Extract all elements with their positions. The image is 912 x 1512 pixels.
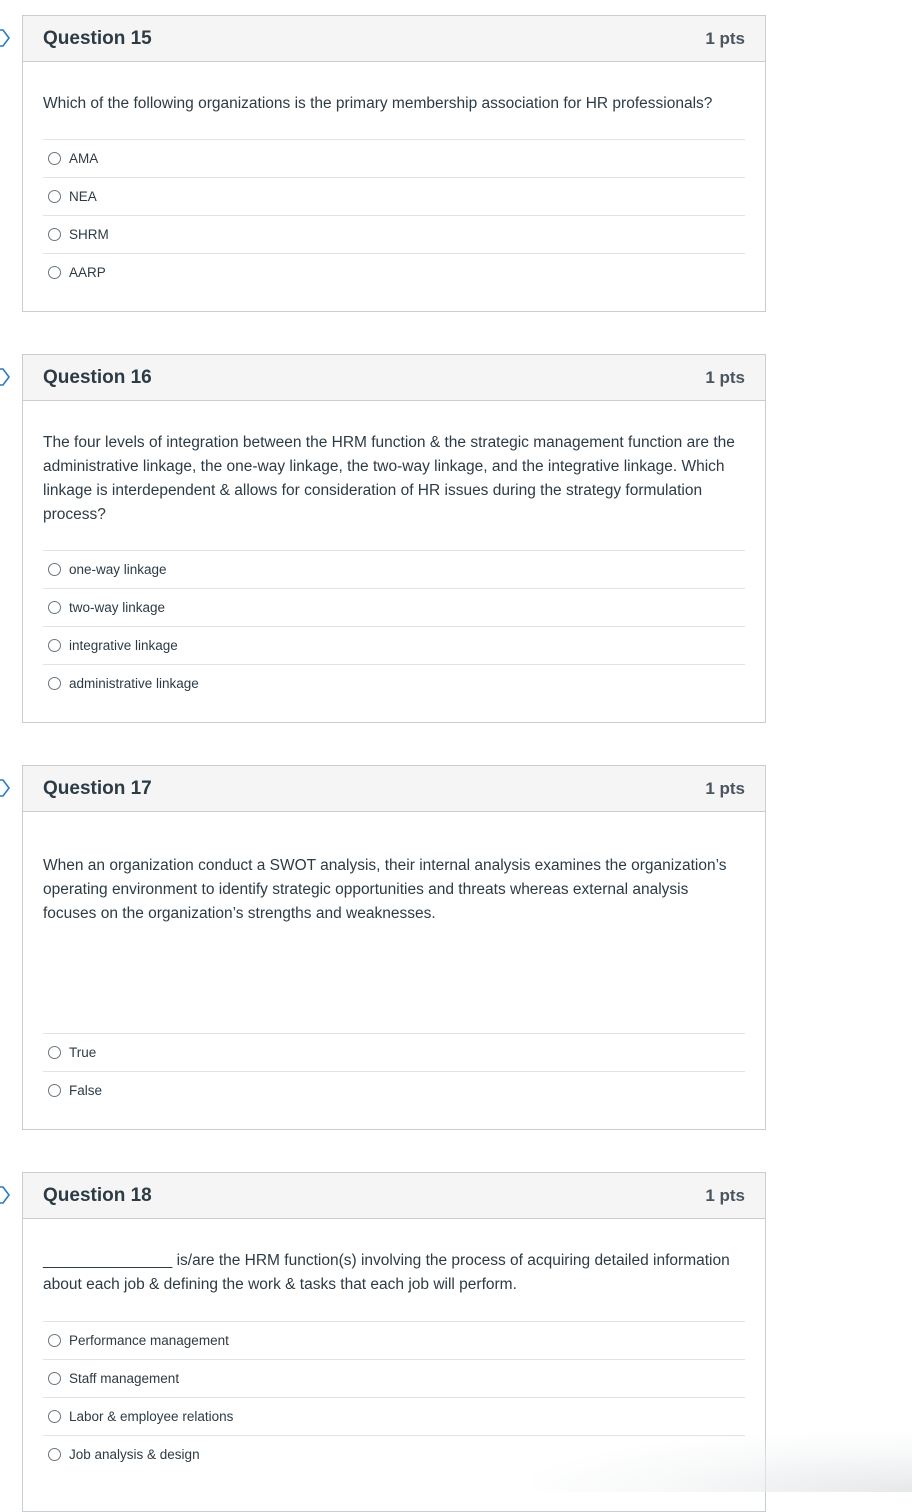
question-header [23,766,765,812]
answer-list [43,1321,745,1473]
question-points: 1 pts [705,367,745,387]
answer-label: two-way linkage [69,600,166,615]
answer-option[interactable] [43,1321,745,1359]
answer-label: administrative linkage [69,676,199,691]
question-header [23,355,765,401]
answer-label: SHRM [69,227,109,242]
radio-button[interactable] [48,1334,61,1347]
answer-option[interactable] [43,1397,745,1435]
question-title: Question 17 [43,777,152,799]
radio-button[interactable] [48,228,61,241]
answer-label: NEA [69,189,97,204]
question-text: When an organization conduct a SWOT analysis, their internal analysis examines the organization’s operating environment to identify strategic opportunities and threats whereas external analysis focuses on the organization’s strengths and weaknesses. [43,857,727,922]
question-header [23,16,765,62]
answer-label: Labor & employee relations [69,1409,234,1424]
flag-question-icon[interactable] [0,779,10,797]
answer-list [43,139,745,291]
answer-label: one-way linkage [69,562,167,577]
question-title: Question 18 [43,1184,152,1206]
radio-button[interactable] [48,563,61,576]
radio-button[interactable] [48,152,61,165]
flag-question-icon[interactable] [0,1186,10,1204]
answer-option[interactable] [43,664,745,702]
answer-option[interactable] [43,215,745,253]
answer-label: Staff management [69,1371,180,1386]
answer-label: AARP [69,265,106,280]
answer-option[interactable] [43,588,745,626]
answer-label: integrative linkage [69,638,178,653]
answer-list [43,1033,745,1109]
answer-list [43,550,745,702]
answer-label: AMA [69,151,99,166]
answer-option[interactable] [43,1435,745,1473]
answer-option[interactable] [43,177,745,215]
question-card [22,1172,766,1512]
radio-button[interactable] [48,601,61,614]
question-card [22,354,766,723]
question-text: The four levels of integration between the HRM function & the strategic management function are the administrative linkage, the one-way linkage, the two-way linkage, and the integrative linkage. Which linkage is interdependent & allows for consideration of HR issues during the strategy formulation process? [43,434,735,523]
radio-button[interactable] [48,677,61,690]
question-points: 1 pts [705,28,745,48]
question-text: _______________ is/are the HRM function(s) involving the process of acquiring detailed information about each job & defining the work & tasks that each job will perform. [43,1252,730,1293]
answer-option[interactable] [43,1071,745,1109]
radio-button[interactable] [48,639,61,652]
question-title: Question 15 [43,27,152,49]
radio-button[interactable] [48,1448,61,1461]
answer-option[interactable] [43,139,745,177]
question-points: 1 pts [705,778,745,798]
radio-button[interactable] [48,266,61,279]
radio-button[interactable] [48,1410,61,1423]
flag-question-icon[interactable] [0,368,10,386]
question-title: Question 16 [43,366,152,388]
answer-option[interactable] [43,550,745,588]
answer-label: True [69,1045,97,1060]
answer-option[interactable] [43,1033,745,1071]
answer-label: Performance management [69,1333,229,1348]
question-card [22,765,766,1130]
question-header [23,1173,765,1219]
answer-option[interactable] [43,253,745,291]
answer-option[interactable] [43,1359,745,1397]
question-points: 1 pts [705,1185,745,1205]
radio-button[interactable] [48,1084,61,1097]
answer-option[interactable] [43,626,745,664]
radio-button[interactable] [48,1046,61,1059]
question-text: Which of the following organizations is the primary membership association for HR professionals? [43,95,713,112]
radio-button[interactable] [48,190,61,203]
flag-question-icon[interactable] [0,29,10,47]
answer-label: False [69,1083,103,1098]
radio-button[interactable] [48,1372,61,1385]
question-card [22,15,766,312]
answer-label: Job analysis & design [69,1447,200,1462]
